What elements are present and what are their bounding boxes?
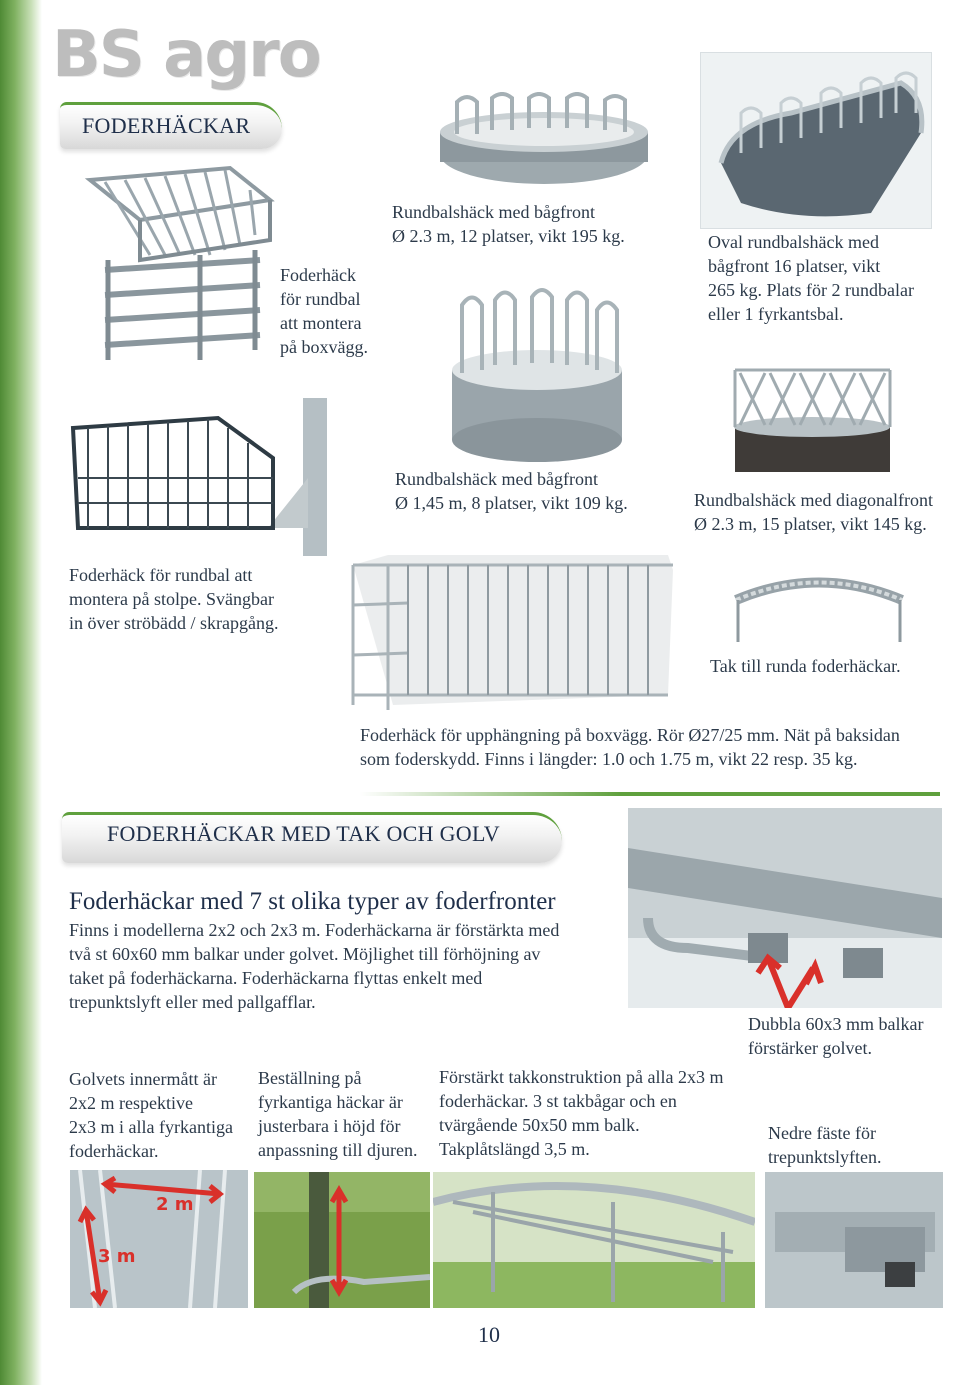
oval-rack-photo — [700, 52, 932, 229]
note-roof: Förstärkt takkonstruktion på alla 2x3 m foderhäckar. 3 st takbågar och en tvärgående 50x50 mm balk. Takplåtslängd 3,5 m. — [439, 1067, 724, 1159]
caption-diagonal-rack: Rundbalshäck med diagonalfront Ø 2.3 m, 15 platser, vikt 145 kg. — [694, 490, 933, 534]
post-rack-photo — [68, 398, 330, 556]
note-floor: Golvets innermått är 2x2 m respektive 2x3 m i alla fyrkantiga foderhäckar. — [69, 1069, 233, 1161]
hanging-rack-photo — [348, 545, 680, 715]
caption-hanging-rack: Foderhäck för upphängning på boxvägg. Rör Ø27/25 mm. Nät på baksidan som foderskydd. Finns i längder: 1.0 och 1.75 m, vikt 22 resp. 35 kg. — [360, 725, 900, 769]
roof-photo — [726, 570, 912, 645]
caption-round-rack-small: Rundbalshäck med bågfront Ø 1,45 m, 8 platser, vikt 109 kg. — [395, 469, 628, 513]
diagonal-rack-photo — [730, 365, 895, 480]
note-beams: Dubbla 60x3 mm balkar förstärker golvet. — [748, 1014, 924, 1058]
width-label: 2 m — [156, 1194, 194, 1215]
intro-text: Finns i modellerna 2x2 och 2x3 m. Foderhäckarna är förstärkta med två st 60x60 mm balkar under golvet. Möjlighet till förhöjning av taket på foderhäckarna. Foderhäckarna flyttas enkelt med trepunktslyft eller med pallgafflar. — [69, 920, 560, 1012]
section-title-2: FODERHÄCKAR MED TAK OCH GOLV — [107, 821, 500, 846]
floor-beams-photo — [628, 808, 942, 1008]
caption-round-rack-bow-12: Rundbalshäck med bågfront Ø 2.3 m, 12 platser, vikt 195 kg. — [392, 202, 625, 246]
caption-wall-rack: Foderhäck för rundbal att montera på boxvägg. — [280, 265, 368, 357]
hitch-mount-photo — [765, 1172, 943, 1308]
length-label: 3 m — [98, 1246, 136, 1267]
floor-dimension-photo — [70, 1170, 248, 1308]
round-rack-small-photo — [447, 285, 627, 465]
roof-construction-photo — [433, 1172, 755, 1308]
wall-rack-photo — [80, 160, 276, 375]
brand-logo: BS agro — [52, 18, 320, 92]
page-number: 10 — [478, 1322, 500, 1347]
caption-post-rack: Foderhäck för rundbal att montera på stolpe. Svängbar in över ströbädd / skrapgång. — [69, 565, 279, 633]
round-rack-bow-photo — [437, 92, 651, 192]
note-order: Beställning på fyrkantiga häckar är justerbara i höjd för anpassning till djuren. — [258, 1068, 418, 1160]
subsection-heading: Foderhäckar med 7 st olika typer av foderfronter — [69, 888, 556, 915]
section-title: FODERHÄCKAR — [82, 113, 251, 138]
caption-roof: Tak till runda foderhäckar. — [710, 656, 901, 676]
note-hitch: Nedre fäste för trepunktslyften. — [768, 1123, 882, 1167]
page-edge-stripe — [0, 0, 42, 1385]
caption-oval-rack: Oval rundbalshäck med bågfront 16 platser, vikt 265 kg. Plats för 2 rundbalar eller 1 fyrkantsbal. — [708, 232, 914, 324]
section-divider — [360, 792, 940, 796]
height-adjust-photo — [254, 1172, 430, 1308]
